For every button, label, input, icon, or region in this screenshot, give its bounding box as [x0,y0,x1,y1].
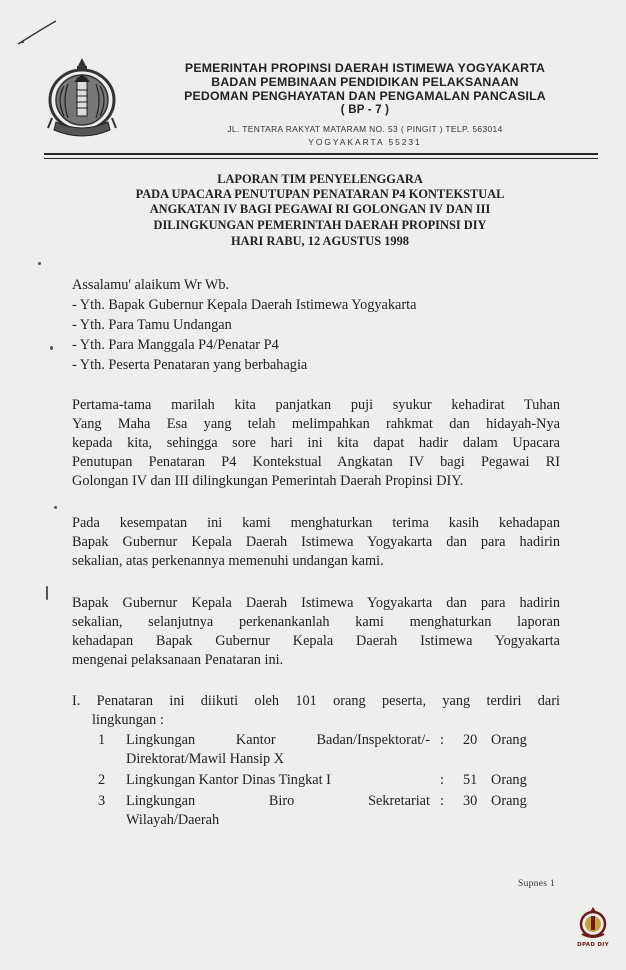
paper-speck [50,346,53,350]
paragraph-line: Bapak Gubernur Kepala Daerah Istimewa Yogyakarta dan para hadirin [72,595,560,611]
paragraph-line: sekalian, selanjutnya perkenankanlah kami menghaturkan laporan [72,614,560,630]
letterhead-agency: BADAN PEMBINAAN PENDIDIKAN PELAKSANAAN [211,75,519,89]
paragraph-line: Pada kesempatan ini kami menghaturkan terima kasih kehadapan [72,515,560,531]
row-colon: : [440,732,444,748]
letterhead-divider-thin [44,158,598,159]
paper-speck [46,586,48,600]
paper-speck [54,506,57,509]
paragraph-line: mengenai pelaksanaan Penataran ini. [72,652,284,668]
greeting: Assalamu' alaikum Wr Wb. [72,277,230,293]
row-count: 30 [463,793,478,809]
row-unit-name: Lingkungan Biro Sekretariat [126,793,430,809]
letterhead-city: YOGYAKARTA 55231 [308,137,422,147]
dpad-diy-watermark-logo [578,904,608,956]
letterhead-agency-full: PEDOMAN PENGHAYATAN DAN PENGAMALAN PANCASILA [184,89,546,103]
yogyakarta-emblem-icon [46,56,118,140]
report-title-line3: ANGKATAN IV BAGI PEGAWAI RI GOLONGAN IV DAN III [149,202,491,216]
report-title-line2: PADA UPACARA PENUTUPAN PENATARAN P4 KONTEKSTUAL [135,187,505,201]
row-unit-name: Lingkungan Kantor Dinas Tingkat I [126,772,331,788]
salutation-item: - Yth. Bapak Gubernur Kepala Daerah Istimewa Yogyakarta [72,297,417,313]
row-count: 51 [463,772,478,788]
paragraph-line: Bapak Gubernur Kepala Daerah Istimewa Yogyakarta dan para hadirin [72,534,560,550]
report-date: HARI RABU, 12 AGUSTUS 1998 [231,234,409,248]
letterhead-government: PEMERINTAH PROPINSI DAERAH ISTIMEWA YOGYAKARTA [184,61,546,75]
letterhead-abbreviation: ( BP - 7 ) [340,104,390,116]
letterhead-address: JL. TENTARA RAKYAT MATARAM NO. 53 ( PINGIT ) TELP. 563014 [227,124,503,134]
paragraph-line: kehadapan Bapak Gubernur Kepala Daerah Istimewa Yogyakarta [72,633,560,649]
paragraph-line: kepada kita, sehingga sore hari ini kita dapat hadir dalam Upacara [72,435,560,451]
row-number: 2 [98,772,106,788]
letterhead-divider [44,153,598,155]
row-number: 3 [98,793,106,809]
paragraph-line: sekalian, atas perkenannya memenuhi undangan kami. [72,553,384,569]
row-count: 20 [463,732,478,748]
salutation-item: - Yth. Para Tamu Undangan [72,317,232,333]
row-unit-name-cont: Direktorat/Mawil Hansip X [126,751,285,767]
row-colon: : [440,772,444,788]
row-unit-name-cont: Wilayah/Daerah [126,812,220,828]
page-footer: Supnes 1 [518,879,555,889]
paper-speck [38,262,41,265]
row-count-unit: Orang [491,732,527,748]
paragraph-line: Yang Maha Esa yang telah melimpahkan rahkmat dan hidayah-Nya [72,416,560,432]
salutation-item: - Yth. Peserta Penataran yang berbahagia [72,357,308,373]
salutation-item: - Yth. Para Manggala P4/Penatar P4 [72,337,279,353]
paragraph-line: Penutupan Penataran P4 Kontekstual Angkatan IV bagi Pegawai RI [72,454,560,470]
report-title-line4: DILINGKUNGAN PEMERINTAH DAERAH PROPINSI DIY [153,218,487,232]
paragraph-line: Pertama-tama marilah kita panjatkan puji syukur kehadirat Tuhan [72,397,560,413]
row-number: 1 [98,732,106,748]
paragraph-line: Golongan IV dan III dilingkungan Pemerintah Daerah Propinsi DIY. [72,473,464,489]
section-intro: I. Penataran ini diikuti oleh 101 orang peserta, yang terdiri dari [72,693,560,709]
report-title: LAPORAN TIM PENYELENGGARA [217,172,423,186]
row-count-unit: Orang [491,793,527,809]
pen-mark [16,18,58,48]
section-intro-cont: lingkungan : [92,712,164,728]
row-unit-name: Lingkungan Kantor Badan/Inspektorat/- [126,732,430,748]
row-colon: : [440,793,444,809]
watermark-text: DPAD DIY [577,942,609,948]
row-count-unit: Orang [491,772,527,788]
